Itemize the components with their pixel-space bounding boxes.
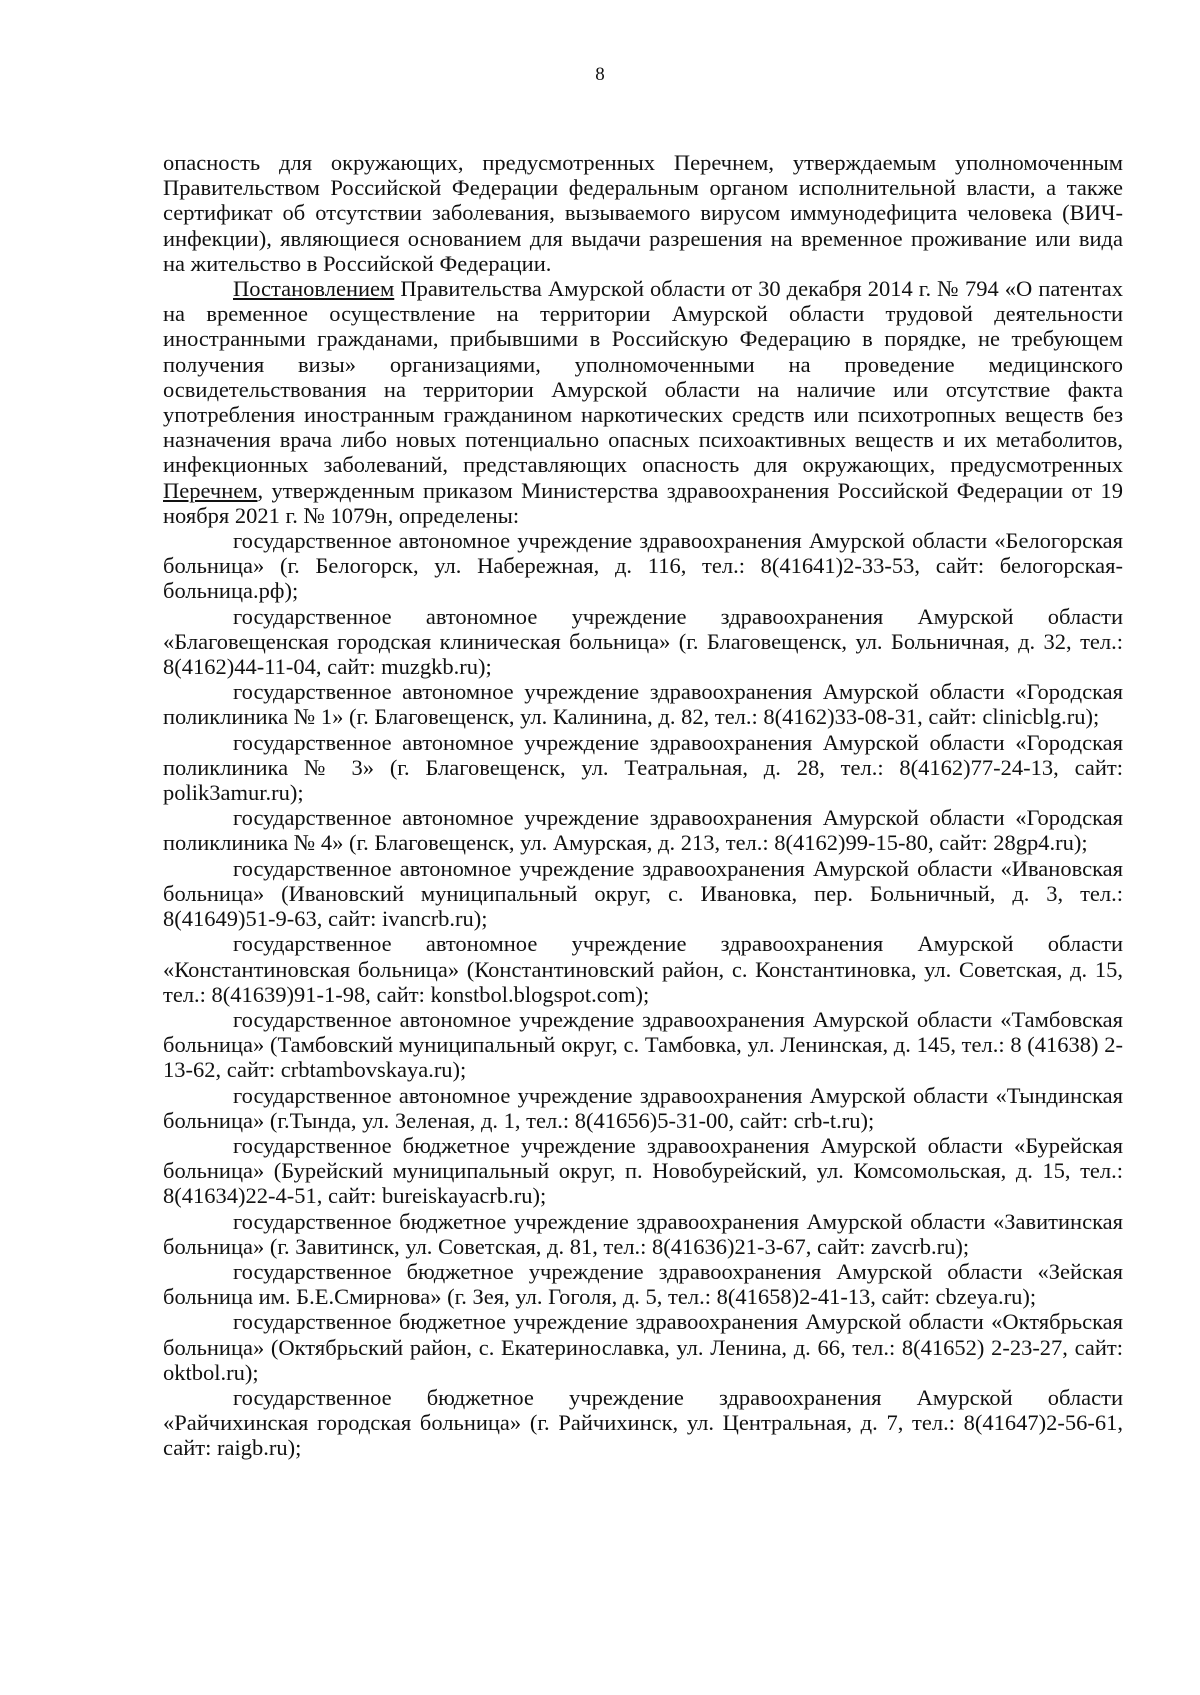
- paragraph-intro-continuation: опасность для окружающих, предусмотренных Перечнем, утверждаемым уполномоченным Правительством Российской Федерации федеральным органом исполнительной власти, а также сертификат об отсутствии заболевания, вызываемого вирусом иммунодефицита человека (ВИЧ-инфекции), являющиеся основанием для выдачи разрешения на временное проживание или вида на жительство в Российской Федерации.: [163, 150, 1123, 276]
- list-link[interactable]: Перечнем: [163, 477, 258, 503]
- institution-entry: государственное бюджетное учреждение здравоохранения Амурской области «Райчихинская городская больница» (г. Райчихинск, ул. Центральная, д. 7, тел.: 8(41647)2-56-61, сайт: raigb.ru);: [163, 1384, 1123, 1461]
- institution-entry: государственное бюджетное учреждение здравоохранения Амурской области «Зейская больница им. Б.Е.Смирнова» (г. Зея, ул. Гоголя, д. 5, тел.: 8(41658)2-41-13, сайт: cbzeya.ru);: [163, 1258, 1123, 1310]
- institution-entry: государственное автономное учреждение здравоохранения Амурской области «Городская поликлиника № 4» (г. Благовещенск, ул. Амурская, д. 213, тел.: 8(4162)99-15-80, сайт: 28gp4.ru);: [163, 805, 1123, 856]
- institution-entry: государственное бюджетное учреждение здравоохранения Амурской области «Бурейская больница» (Бурейский муниципальный округ, п. Новобурейский, ул. Комсомольская, д. 15, тел.: 8(41634)22-4-51, сайт: bureiskayacrb.ru);: [163, 1132, 1123, 1209]
- institution-entry: государственное автономное учреждение здравоохранения Амурской области «Ивановская больница» (Ивановский муниципальный округ, с. Ивановка, пер. Больничный, д. 3, тел.: 8(41649)51-9-63, сайт: ivancrb.ru);: [163, 855, 1123, 932]
- paragraph-resolution: [163, 276, 1123, 528]
- institution-entry: государственное автономное учреждение здравоохранения Амурской области «Константиновская больница» (Константиновский район, с. Константиновка, ул. Советская, д. 15, тел.: 8(41639)91-1-98, сайт: konstbol.blogspot.com);: [163, 931, 1123, 1007]
- resolution-text-end: , утвержденным приказом Министерства здравоохранения Российской Федерации от 19 ноября 2021 г. № 1079н, определены:: [163, 477, 1123, 528]
- resolution-text: Правительства Амурской области от 30 декабря 2014 г. № 794 «О патентах на временное осуществление на территории Амурской области трудовой деятельности иностранными гражданами, прибывшими в Российскую Федерацию в порядке, не требующем получения визы» организациями, уполномоченными на проведение медицинского освидетельствования на территории Амурской области на наличие или отсутствие факта употребления иностранным гражданином наркотических средств или психотропных веществ без назначения врача либо новых потенциально опасных психоактивных веществ и их метаболитов, инфекционных заболеваний, представляющих опасность для окружающих, предусмотренных: [163, 276, 1123, 478]
- institution-entry: государственное автономное учреждение здравоохранения Амурской области «Тындинская больница» (г.Тында, ул. Зеленая, д. 1, тел.: 8(41656)5-31-00, сайт: crb-t.ru);: [163, 1082, 1123, 1133]
- document-body: [163, 150, 1123, 1461]
- resolution-link[interactable]: Постановлением: [233, 276, 395, 302]
- institution-entry: государственное бюджетное учреждение здравоохранения Амурской области «Октябрьская больница» (Октябрьский район, с. Екатеринославка, ул. Ленина, д. 66, тел.: 8(41652) 2-23-27, сайт: oktbol.ru);: [163, 1309, 1123, 1385]
- institution-entry: государственное автономное учреждение здравоохранения Амурской области «Белогорская больница» (г. Белогорск, ул. Набережная, д. 116, тел.: 8(41641)2-33-53, сайт: белогорская-больница.рф);: [163, 528, 1123, 604]
- institution-entry: государственное бюджетное учреждение здравоохранения Амурской области «Завитинская больница» (г. Завитинск, ул. Советская, д. 81, тел.: 8(41636)21-3-67, сайт: zavcrb.ru);: [163, 1208, 1123, 1259]
- institution-entry: государственное автономное учреждение здравоохранения Амурской области «Благовещенская городская клиническая больница» (г. Благовещенск, ул. Больничная, д. 32, тел.: 8(4162)44-11-04, сайт: muzgkb.ru);: [163, 603, 1123, 680]
- institution-entry: государственное автономное учреждение здравоохранения Амурской области «Тамбовская больница» (Тамбовский муниципальный округ, с. Тамбовка, ул. Ленинская, д. 145, тел.: 8 (41638) 2-13-62, сайт: crbtambovskaya.ru);: [163, 1006, 1123, 1083]
- page-number: 8: [595, 64, 605, 85]
- institution-entry: государственное автономное учреждение здравоохранения Амурской области «Городская поликлиника № 3» (г. Благовещенск, ул. Театральная, д. 28, тел.: 8(4162)77-24-13, сайт: polik3amur.ru);: [163, 729, 1123, 806]
- institution-entry: государственное автономное учреждение здравоохранения Амурской области «Городская поликлиника № 1» (г. Благовещенск, ул. Калинина, д. 82, тел.: 8(4162)33-08-31, сайт: clinicblg.ru);: [163, 679, 1123, 730]
